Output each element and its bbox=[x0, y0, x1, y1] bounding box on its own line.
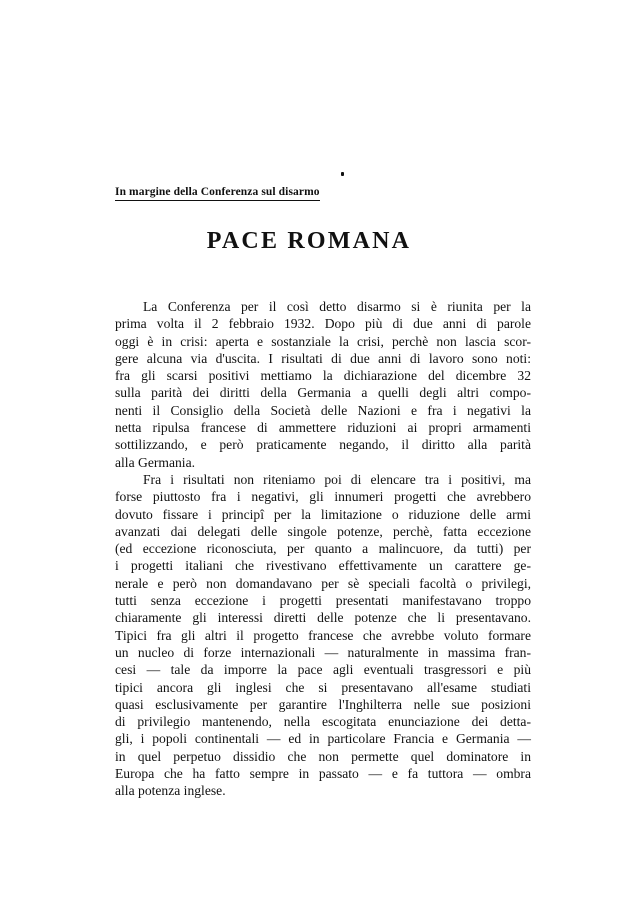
article-title: PACE ROMANA bbox=[206, 228, 412, 254]
paragraph-2-line: di privilegio mantenendo, nella escogitata enunciazione dei detta- bbox=[115, 714, 531, 730]
paragraph-2-line: un nucleo di forze internazionali — naturalmente in massima fran- bbox=[115, 644, 531, 660]
paragraph-1-line: netta ripulsa francese di ammettere riduzioni ai propri armamenti bbox=[115, 420, 531, 436]
paragraph-2-line: tutti senza eccezione i progetti presentati manifestavano troppo bbox=[115, 593, 531, 609]
paragraph-2-line: chiaramente gli interessi diretti delle potenze che li presentavano. bbox=[115, 610, 531, 626]
paragraph-2-line: Europa che ha fatto sempre in passato — e fa tuttora — ombra bbox=[115, 766, 531, 782]
section-heading: In margine della Conferenza sul disarmo bbox=[115, 186, 320, 201]
paragraph-1-line: La Conferenza per il così detto disarmo si è riunita per la bbox=[143, 299, 531, 314]
paragraph-2-line: dovuto fissare i principî per la limitazione o riduzione delle armi bbox=[115, 506, 531, 522]
ink-dot-mark bbox=[341, 172, 344, 176]
paragraph-1-line: nenti il Consiglio della Società delle Nazioni e fra i negativi la bbox=[115, 402, 531, 418]
paragraph-1-line: gere alcuna via d'uscita. I risultati di due anni di lavoro sono noti: bbox=[115, 350, 531, 366]
paragraph-2-line: forse piuttosto fra i negativi, gli innumeri progetti che avrebbero bbox=[115, 489, 531, 505]
paragraph-2-line: cesi — tale da imporre la pace agli eventuali trasgressori e più bbox=[115, 662, 531, 678]
paragraph-2-line: in quel perpetuo dissidio che non permette quel dominatore in bbox=[115, 748, 531, 764]
paragraph-2-line: tipici ancora gli inglesi che si presentavano all'esame studiati bbox=[115, 679, 531, 695]
paragraph-1-line: oggi è in crisi: aperta e sostanziale la crisi, perchè non lascia scor- bbox=[115, 333, 531, 349]
paragraph-2-line: gli, i popoli continentali — ed in particolare Francia e Germania — bbox=[115, 731, 531, 747]
paragraph-1-line: prima volta il 2 febbraio 1932. Dopo più di due anni di parole bbox=[115, 316, 531, 332]
paragraph-2-line: i progetti italiani che rivestivano effettivamente un carattere ge- bbox=[115, 558, 531, 574]
paragraph-2-line: avanzati dai delegati delle singole potenze, perchè, fatta eccezione bbox=[115, 523, 531, 539]
paragraph-2-line: Fra i risultati non riteniamo poi di elencare tra i positivi, ma bbox=[143, 471, 531, 487]
paragraph-1-line: fra gli scarsi positivi mettiamo la dichiarazione del dicembre 32 bbox=[115, 368, 531, 384]
paragraph-1-line: sottilizzando, e però praticamente negando, il diritto alla parità bbox=[115, 437, 531, 453]
paragraph-2-line: Tipici fra gli altri il progetto francese che avrebbe voluto formare bbox=[115, 627, 531, 643]
paragraph-2-line: alla potenza inglese. bbox=[115, 783, 226, 799]
paragraph-1-line: alla Germania. bbox=[115, 454, 196, 470]
paragraph-2-line: nerale e però non domandavano per sè speciali facoltà o privilegi, bbox=[115, 575, 531, 591]
paragraph-2-line: (ed eccezione riconosciuta, per quanto a malincuore, da tutti) per bbox=[115, 541, 531, 557]
paragraph-2-line: quasi esclusivamente per garantire l'Inghilterra nelle sue posizioni bbox=[115, 696, 531, 712]
paragraph-1-line: sulla parità dei diritti della Germania a quelli degli altri compo- bbox=[115, 385, 531, 401]
article-body bbox=[115, 298, 531, 800]
